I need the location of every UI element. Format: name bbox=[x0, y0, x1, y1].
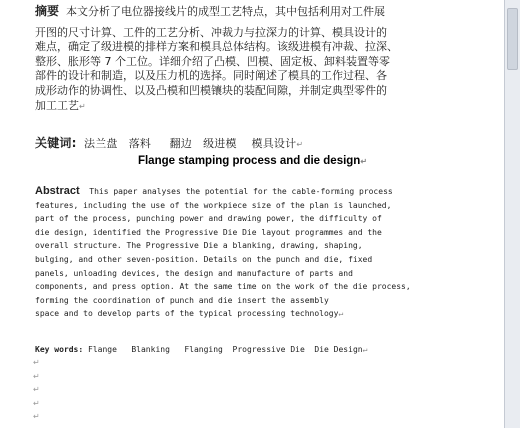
english-abstract bbox=[35, 185, 423, 321]
chinese-keyword: 翻边 bbox=[169, 137, 193, 150]
scrollbar-thumb[interactable] bbox=[507, 8, 518, 70]
paragraph-mark: ↵ bbox=[338, 309, 344, 319]
english-keyword: Flange bbox=[88, 345, 117, 354]
english-abstract-line: bulging, and other seven-position. Details on the punch and die, fixed bbox=[35, 254, 373, 264]
empty-paragraphs bbox=[33, 356, 40, 424]
paragraph-mark: ↵ bbox=[33, 412, 40, 421]
english-keyword: Flanging bbox=[184, 345, 223, 354]
chinese-abstract-line: 成形动作的协调性、以及凸模和凹模镶块的装配间隙，并制定典型零件的 bbox=[35, 83, 387, 97]
paragraph-mark: ↵ bbox=[33, 385, 40, 394]
chinese-abstract-label: 摘要 bbox=[35, 4, 60, 18]
chinese-abstract-line: 摘要 本文分析了电位器接线片的成型工艺特点，其中包括利用对工件展 bbox=[35, 4, 386, 18]
chinese-abstract-line: 部件的设计和制造，以及压力机的选择。同时阐述了模具的工作过程、各 bbox=[35, 69, 387, 83]
chinese-keywords-label: 关键词: bbox=[35, 136, 77, 150]
paragraph-mark: ↵ bbox=[79, 101, 86, 111]
english-abstract-line: overall structure. The Progressive Die a blanking, drawing, shaping, bbox=[35, 241, 363, 251]
english-keyword: Blanking bbox=[131, 345, 170, 354]
chinese-abstract bbox=[35, 4, 425, 114]
paragraph-mark: ↵ bbox=[33, 371, 40, 381]
english-abstract-line: Abstract This paper analyses the potential for the cable-forming process bbox=[35, 185, 393, 197]
english-keyword: Die Design bbox=[314, 345, 363, 354]
english-abstract-label: Abstract bbox=[35, 185, 80, 197]
english-abstract-line: die design, identified the Progressive Die Die layout programmes and the bbox=[35, 227, 382, 237]
english-abstract-line: forming the coordination of punch and die insert the assembly bbox=[35, 295, 329, 305]
english-title: Flange stamping process and die design↵ bbox=[137, 155, 368, 167]
english-abstract-line: features, including the use of the workpiece size of the plan is launched, bbox=[35, 200, 392, 210]
chinese-abstract-line: 难点，确定了级进模的排样方案和模具总体结构。该级进模有冲裁、拉深、 bbox=[35, 40, 398, 54]
chinese-abstract-line: 整形、胀形等 7 个工位。详细介绍了凸模、凹模、固定板、卸料装置等零 bbox=[35, 54, 390, 68]
paragraph-mark: ↵ bbox=[296, 140, 304, 149]
paragraph-mark: ↵ bbox=[33, 398, 40, 408]
english-abstract-line: components, and press option. At the same time on the work of the die process, bbox=[35, 282, 411, 292]
vertical-scrollbar[interactable] bbox=[504, 0, 520, 428]
english-abstract-line: panels, unloading devices, the design and manufacture of parts and bbox=[35, 268, 353, 278]
chinese-keyword: 法兰盘 bbox=[84, 137, 118, 150]
chinese-abstract-line: 加工工艺↵ bbox=[35, 98, 86, 112]
english-keywords-label: Key words: bbox=[35, 345, 84, 354]
chinese-keyword: 级进模 bbox=[203, 137, 237, 150]
chinese-keyword: 模具设计 bbox=[251, 137, 297, 150]
paragraph-mark: ↵ bbox=[33, 358, 40, 367]
english-keyword: Progressive Die bbox=[232, 345, 305, 354]
english-abstract-line: space and to develop parts of the typical processing technology↵ bbox=[35, 309, 344, 319]
english-abstract-line: part of the process, punching power and drawing power, the difficulty of bbox=[35, 214, 382, 224]
chinese-abstract-line: 开图的尺寸计算、工件的工艺分析、冲裁力与拉深力的计算、模具设计的 bbox=[35, 25, 387, 39]
paragraph-mark: ↵ bbox=[362, 345, 368, 354]
english-keywords bbox=[35, 345, 367, 354]
chinese-keyword: 落料 bbox=[128, 137, 152, 150]
chinese-keywords bbox=[35, 134, 303, 151]
paragraph-mark: ↵ bbox=[360, 157, 368, 166]
